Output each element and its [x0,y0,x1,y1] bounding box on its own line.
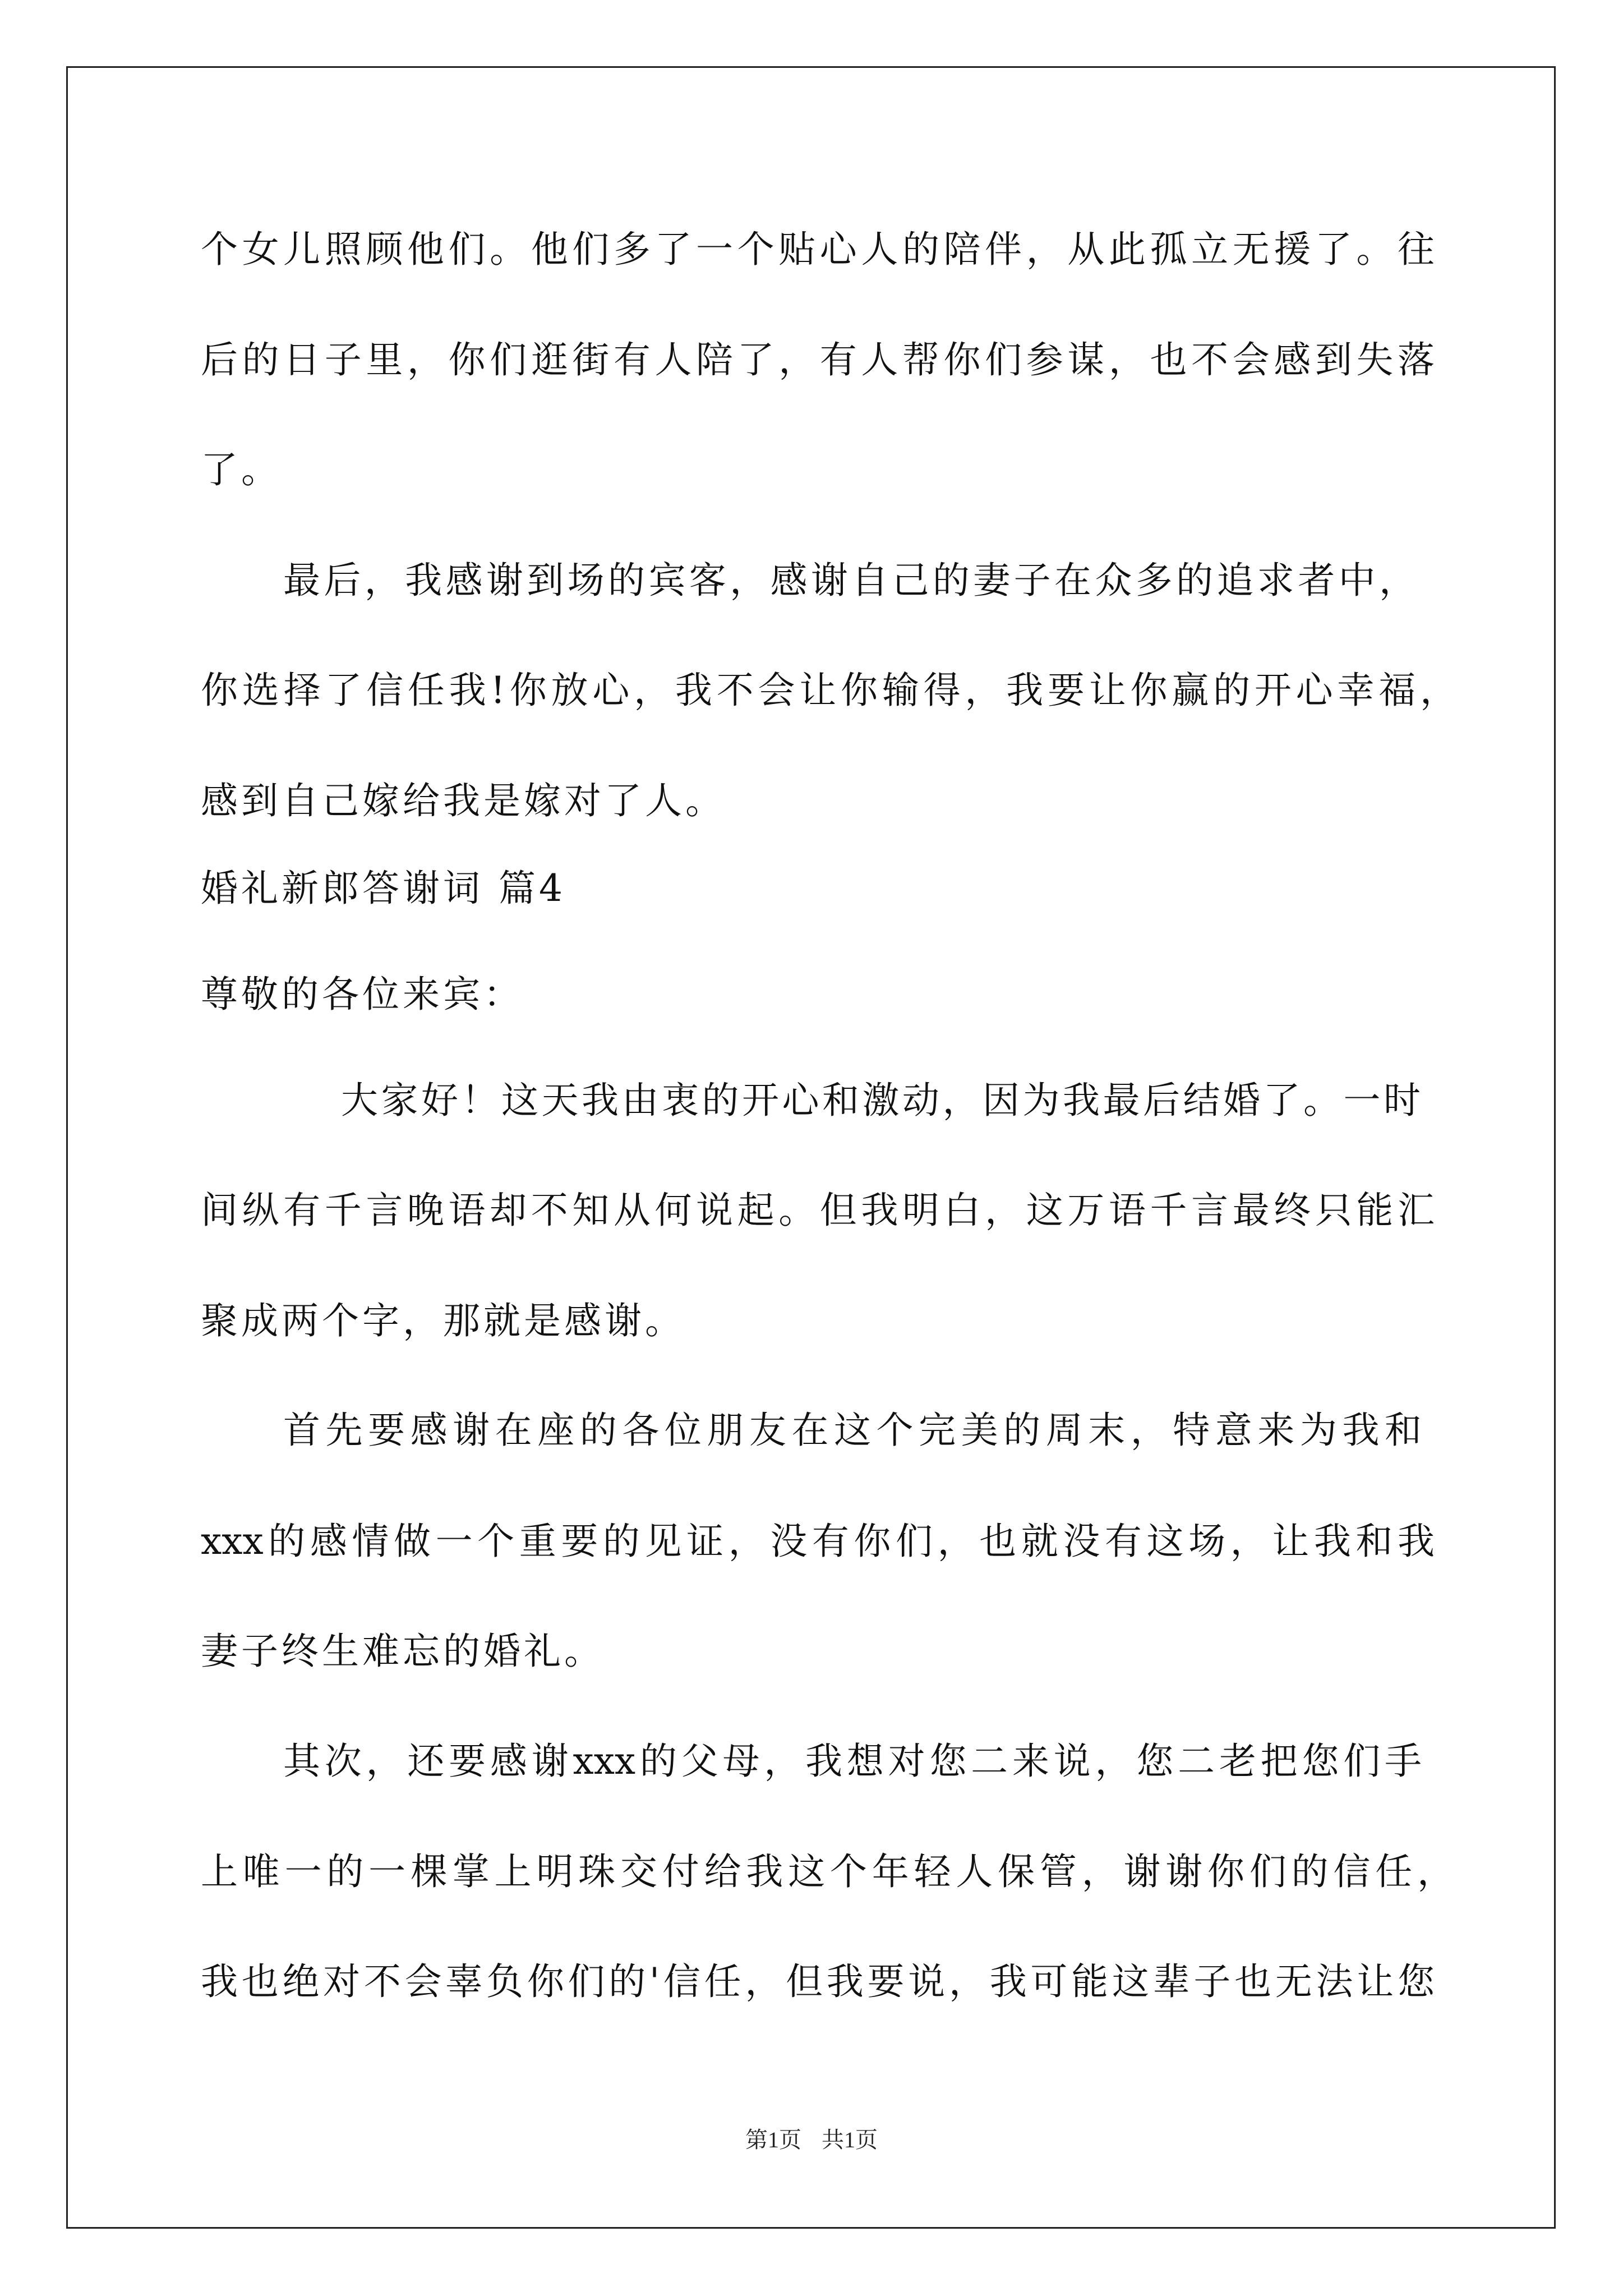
salutation: 尊敬的各位来宾： [201,973,524,1016]
text-line: 个女儿照顾他们。他们多了一个贴心人的陪伴，从此孤立无援了。往 [201,228,1435,271]
page-footer [0,2123,1623,2157]
text-line: 你选择了信任我!你放心，我不会让你输得，我要让你赢的开心幸福， [201,669,1457,712]
text-line: 感到自己嫁给我是嫁对了人。 [201,779,726,822]
text-line: 最后，我感谢到场的宾客，感谢自己的妻子在众多的追求者中， [283,559,1416,602]
text-line: 我也绝对不会辜负你们的'信任，但我要说，我可能这辈子也无法让您 [201,1960,1435,2003]
page-number: 第1页 [745,2127,801,2152]
page-border [66,66,1556,2229]
text-line: 首先要感谢在座的各位朋友在这个完美的周末，特意来为我和 [283,1409,1422,1452]
text-line: 后的日子里，你们逛街有人陪了，有人帮你们参谋，也不会感到失落 [201,338,1435,381]
text-line: 聚成两个字，那就是感谢。 [201,1299,685,1342]
page-total: 共1页 [822,2127,878,2152]
text-line: 其次，还要感谢xxx的父母，我想对您二来说，您二老把您们手 [283,1740,1422,1783]
text-line: 妻子终生难忘的婚礼。 [201,1630,605,1673]
text-line: xxx的感情做一个重要的见证，没有你们，也就没有这场，让我和我 [201,1520,1435,1563]
text-line: 了。 [201,448,282,491]
text-line: 间纵有千言晚语却不知从何说起。但我明白，这万语千言最终只能汇 [201,1189,1435,1232]
text-line: 上唯一的一棵掌上明珠交付给我这个年轻人保管，谢谢你们的信任， [201,1850,1454,1893]
section-heading: 婚礼新郎答谢词 篇4 [201,867,566,910]
text-line: 大家好！这天我由衷的开心和激动，因为我最后结婚了。一时 [341,1079,1421,1122]
